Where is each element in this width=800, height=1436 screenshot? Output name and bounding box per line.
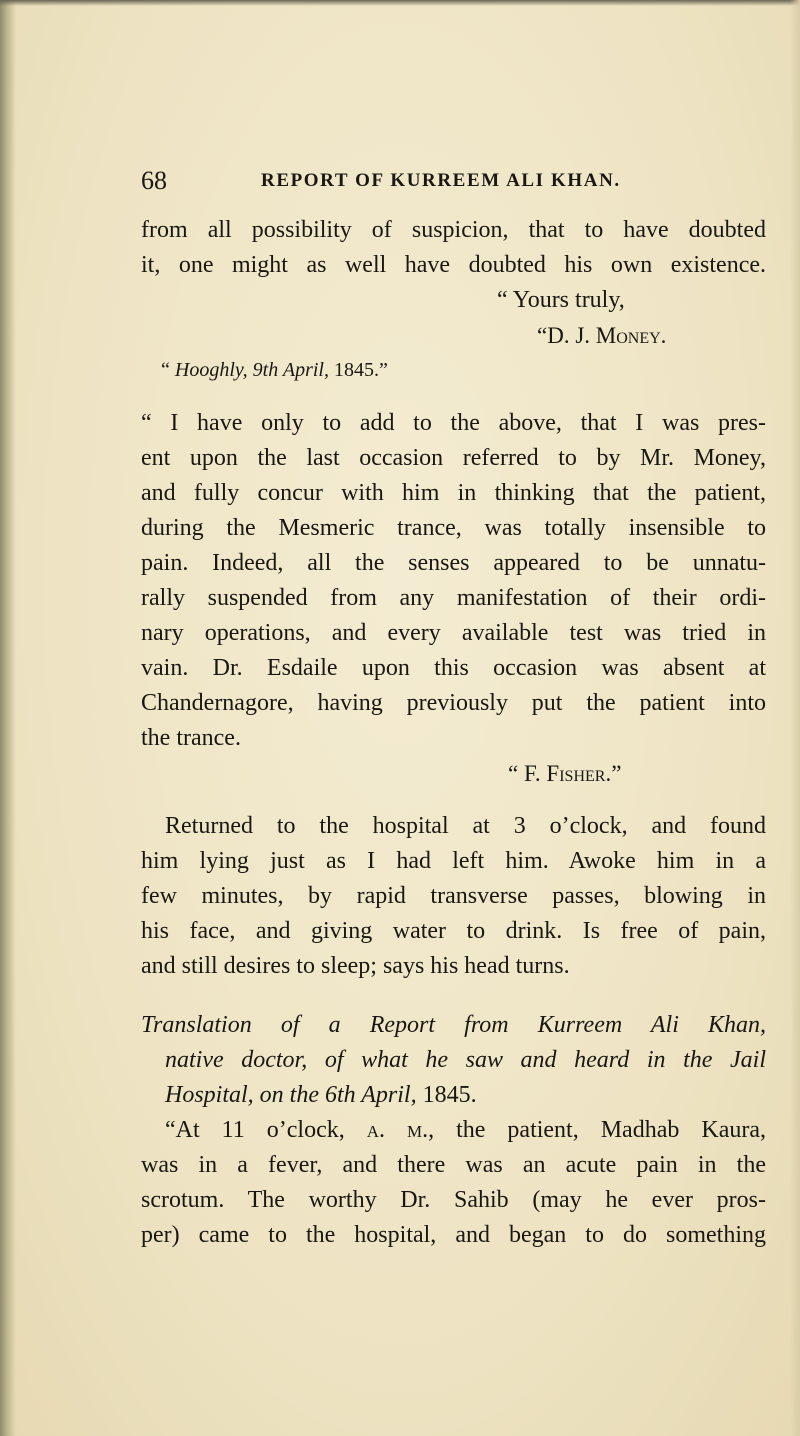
report-suffix: , the patient, Madhab Kaura,	[428, 1117, 766, 1143]
text-line: from all possibility of suspicion, that to have doubted	[141, 217, 766, 243]
text-line: nary operations, and every available test was tried in	[141, 620, 766, 646]
text-line: and fully concur with him in thinking that the patient,	[141, 480, 766, 506]
text-line: vain. Dr. Esdaile upon this occasion was absent at	[141, 655, 766, 681]
book-spine-shadow	[0, 0, 16, 1436]
running-head: REPORT OF KURREEM ALI KHAN.	[261, 170, 621, 191]
text-line: scrotum. The worthy Dr. Sahib (may he ever pros-	[141, 1187, 766, 1213]
section-heading-line	[141, 1078, 766, 1113]
report-prefix: “At 11 o’clock,	[165, 1117, 367, 1143]
page-right-edge	[790, 0, 800, 1436]
page-header	[141, 166, 761, 196]
signature-name: Fisher.”	[546, 761, 622, 786]
text-line: few minutes, by rapid transverse passes, blowing in	[141, 883, 766, 909]
heading-date: 6th April,	[325, 1082, 417, 1108]
text-line: Returned to the hospital at 3 o’clock, and found	[165, 813, 766, 839]
paragraph-gap	[141, 984, 766, 1008]
letter-place-date	[141, 353, 766, 388]
text-line: and still desires to sleep; says his head turns.	[141, 953, 570, 979]
letter-signature	[141, 318, 766, 353]
paragraph-gap	[141, 791, 766, 809]
text-line: ent upon the last occasion referred to by Mr. Money,	[141, 445, 766, 471]
text-line: pain. Indeed, all the senses appeared to be unnatu-	[141, 550, 766, 576]
letter-year: 1845.”	[328, 359, 388, 381]
signature-name: Money.	[595, 323, 667, 348]
text-line: him lying just as I had left him. Awoke him in a	[141, 848, 766, 874]
page-top-edge	[0, 0, 800, 6]
letter-closing: “ Yours truly,	[497, 287, 625, 313]
page-body	[141, 213, 766, 1253]
page-number: 68	[141, 166, 167, 195]
fisher-signature	[141, 756, 766, 791]
text-line: his face, and giving water to drink. Is free of pain,	[141, 918, 766, 944]
letter-date: 9th April,	[247, 359, 329, 381]
text-line: during the Mesmeric trance, was totally insensible to	[141, 515, 766, 541]
place-date-prefix: “	[161, 359, 175, 381]
heading-text: Hospital, on the	[165, 1082, 325, 1108]
text-line: “ I have only to add to the above, that I was pres-	[141, 410, 766, 436]
text-line: per) came to the hospital, and began to do something	[141, 1222, 766, 1248]
text-line	[141, 1113, 766, 1148]
text-line: rally suspended from any manifestation of their ordi-	[141, 585, 766, 611]
text-line: it, one might as well have doubted his own existence.	[141, 252, 766, 278]
section-heading-line: native doctor, of what he saw and heard in the Jail	[165, 1047, 766, 1073]
section-heading-line: Translation of a Report from Kurreem Ali Khan,	[141, 1012, 766, 1038]
letter-place: Hooghly,	[174, 359, 248, 381]
heading-year: 1845.	[416, 1082, 477, 1108]
signature-prefix: “ F.	[508, 761, 547, 786]
text-line: was in a fever, and there was an acute pain in the	[141, 1152, 766, 1178]
signature-prefix: “D. J.	[537, 323, 596, 348]
report-time: a. m.	[366, 1117, 429, 1143]
text-line: Chandernagore, having previously put the patient into	[141, 690, 766, 716]
paragraph-gap	[141, 388, 766, 406]
text-line: the trance.	[141, 725, 241, 751]
